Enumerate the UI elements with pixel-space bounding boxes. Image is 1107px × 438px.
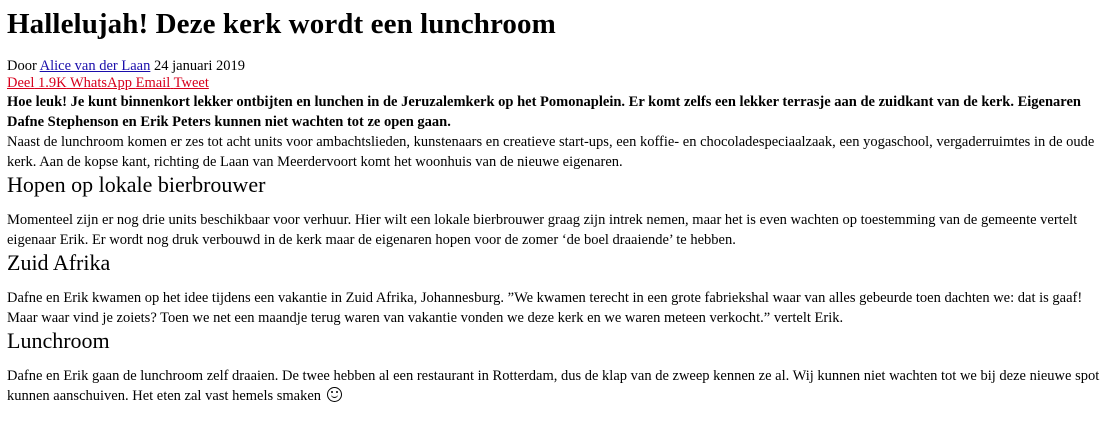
share-email-button[interactable]: Email [135,75,171,91]
share-bar [7,75,1102,92]
share-count: 1.9K [38,75,67,91]
section-lunchroom [7,328,1102,406]
byline-prefix: Door [7,58,37,74]
section-bierbrouwer [7,172,1102,250]
section-text: Momenteel zijn er nog drie units beschikbaar voor verhuur. Hier wilt een lokale bierbrouwer graag zijn intrek nemen, maar het is even wachten op toestemming van de gemeente vertelt eigenaar Erik. Er wordt nog druk verbouwd in de kerk maar de eigenaren hopen voor de zomer ‘de boel draaiende’ te hebben. [7,212,1078,248]
article-body-paragraph: Naast de lunchroom komen er zes tot acht units voor ambachtslieden, kunstenaars en creatieve start-ups, een koffie- en chocoladespeciaalzaak, een yogaschool, vergaderruimtes in de oude kerk. Aan de kopse kant, richting de Laan van Meerdervoort komt het woonhuis van de nieuwe eigenaren. [7,134,1095,170]
share-whatsapp-button[interactable]: WhatsApp [69,75,132,91]
byline [7,58,1102,75]
section-text: Dafne en Erik gaan de lunchroom zelf draaien. De twee hebben al een restaurant in Rotterdam, dus de klap van de zweep kennen ze al. Wij kunnen niet wachten tot we bij deze nieuwe spot kunnen aanschuiven. Het eten zal vast hemels smaken [7,368,1100,404]
section-text: Dafne en Erik kwamen op het idee tijdens een vakantie in Zuid Afrika, Johannesburg. ”We kwamen terecht in een grote fabriekshal waar van alles gebeurde toen dachten we: dat is gaaf! Maar waar vind je zoiets? Toen we net een maandje terug waren van vakantie vonden we deze kerk en we waren meteen verkocht.” vertelt Erik. [7,290,1083,326]
section-heading: Lunchroom [7,328,110,353]
share-deel-button[interactable]: Deel 1.9K [7,75,67,91]
article-intro: Hoe leuk! Je kunt binnenkort lekker ontbijten en lunchen in de Jeruzalemkerk op het Pomonaplein. Er komt zelfs een lekker terrasje aan de zuidkant van de kerk. Eigenaren Dafne Stephenson en Erik Peters kunnen niet wachten tot ze open gaan. [7,94,1081,130]
section-heading: Zuid Afrika [7,250,111,275]
author-link[interactable]: Alice van der Laan [39,58,151,74]
section-heading: Hopen op lokale bierbrouwer [7,172,266,197]
article [7,0,1102,406]
publish-date: 24 januari 2019 [153,58,245,74]
smiley-icon [327,387,342,402]
article-title: Hallelujah! Deze kerk wordt een lunchroom [7,8,556,40]
section-text-wrapper [7,366,1102,406]
share-tweet-button[interactable]: Tweet [173,75,209,91]
section-zuid-afrika [7,250,1102,328]
